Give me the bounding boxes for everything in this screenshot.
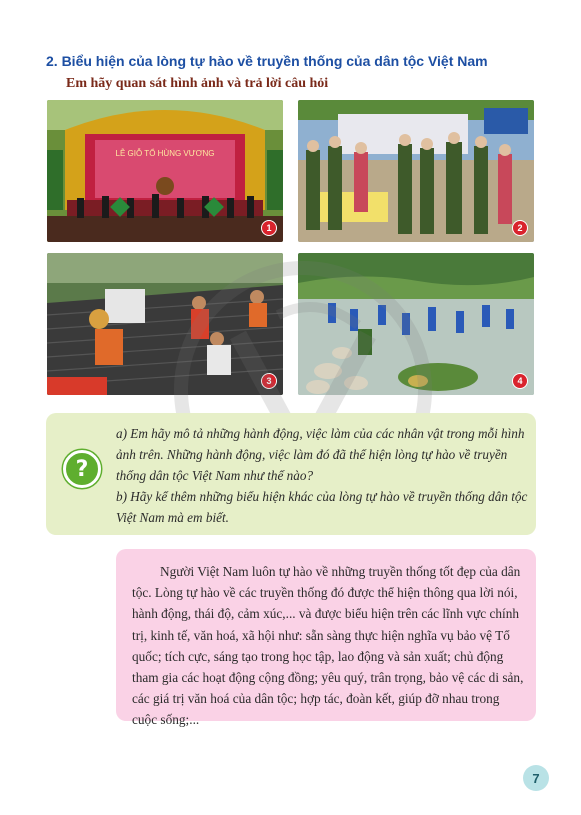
photo-river-illustration — [298, 253, 534, 395]
photo-river-cleanup — [298, 253, 534, 395]
summary-box — [116, 549, 536, 728]
question-part-b: b) Hãy kể thêm những biểu hiện khác của lòng tự hào về truyền thống dân tộc Việt Nam mà em biết. — [116, 489, 528, 525]
photo-ceremony-stage — [47, 100, 283, 242]
photo-number-badge: 2 — [512, 220, 528, 236]
page-number: 7 — [523, 765, 549, 791]
section-heading: 2. Biểu hiện của lòng tự hào về truyền thống của dân tộc Việt Nam — [46, 53, 488, 69]
photo-number-badge: 4 — [512, 373, 528, 389]
photo-number-badge: 1 — [261, 220, 277, 236]
photo-roof-repair — [47, 253, 283, 395]
photo-ceremony-illustration — [47, 100, 283, 242]
question-text — [116, 423, 528, 528]
section-instruction: Em hãy quan sát hình ảnh và trả lời câu hỏi — [66, 76, 329, 91]
question-part-a: a) Em hãy mô tả những hành động, việc làm của các nhân vật trong mỗi hình ảnh trên. Những hành động, việc làm đó đã thể hiện lòng tự hào về truyền thống dân tộc Việt Nam như thế nào? — [116, 426, 525, 483]
question-mark-icon: ? — [63, 450, 101, 488]
photo-roof-illustration — [47, 253, 283, 395]
photo-soldiers-crowd — [298, 100, 534, 242]
summary-text: Người Việt Nam luôn tự hào về những truyền thống tốt đẹp của dân tộc. Lòng tự hào về các truyền thống đó được thể hiện thông qua lời nói, hành động, thái độ, cảm xúc,... và được biểu hiện trên các lĩnh vực chính trị, kinh tế, văn hoá, xã hội như: sẵn sàng thực hiện nghĩa vụ bảo vệ Tổ quốc; tích cực, sáng tạo trong học tập, lao động và sản xuất; chủ động tham gia các hoạt động cộng đồng; yêu quý, trân trọng, bảo vệ các di sản, các giá trị văn hoá của dân tộc; hợp tác, đoàn kết, giúp đỡ nhau trong cuộc sống;... — [132, 564, 524, 728]
question-box — [46, 413, 536, 535]
photo-soldiers-illustration — [298, 100, 534, 242]
photo-number-badge: 3 — [261, 373, 277, 389]
photo-banner-text: LỄ GIỖ TỔ HÙNG VƯƠNG — [115, 149, 215, 158]
